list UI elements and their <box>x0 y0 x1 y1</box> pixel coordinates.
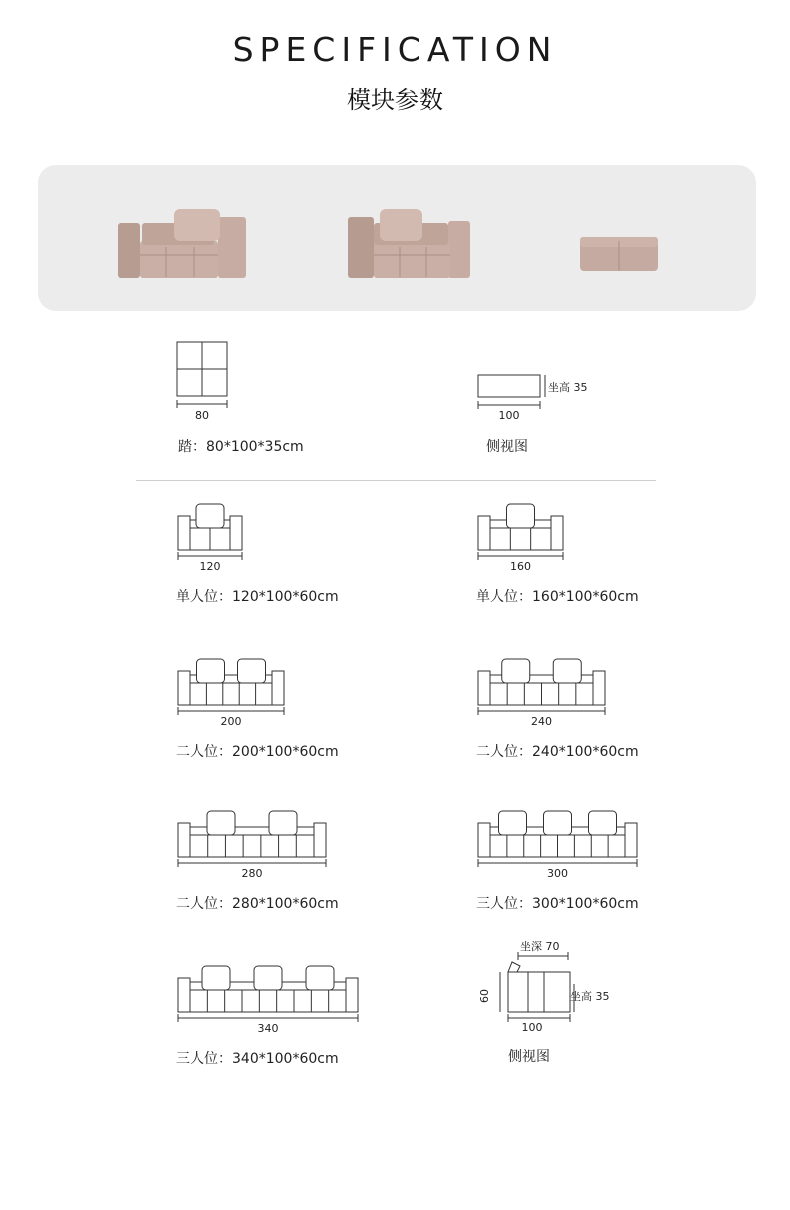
left-arm <box>178 978 190 1012</box>
seat <box>190 990 346 1012</box>
sofa-seat-height-label: 坐高 35 <box>570 990 610 1003</box>
ottoman-caption: 踏：80*100*35cm <box>178 439 304 455</box>
sofa-side-caption: 侧视图 <box>508 1049 550 1065</box>
ottoman-seat-height-label: 坐高 35 <box>548 381 588 394</box>
module-caption: 三人位：300*100*60cm <box>476 896 639 912</box>
module-width-label: 200 <box>220 715 242 728</box>
product-photo-panel <box>38 165 756 311</box>
module-caption: 单人位：160*100*60cm <box>476 589 639 605</box>
left-arm <box>478 516 490 550</box>
right-arm <box>272 671 284 705</box>
seat <box>490 528 551 550</box>
back-cushion <box>238 659 266 683</box>
sofa-height-label: 60 <box>478 989 491 1003</box>
module-width-label: 340 <box>257 1022 279 1035</box>
ottoman-side-view <box>470 365 610 425</box>
module-caption: 二人位：240*100*60cm <box>476 744 639 760</box>
module-width-label: 280 <box>241 867 263 880</box>
sofa-side-width-label: 100 <box>521 1021 543 1034</box>
product-photos <box>38 165 756 311</box>
right-arm <box>551 516 563 550</box>
page-subtitle: 模块参数 <box>347 86 443 114</box>
left-arm <box>178 823 190 857</box>
ottoman-side-caption: 侧视图 <box>486 439 528 455</box>
ottoman-width-label: 80 <box>195 409 209 422</box>
back-cushion <box>544 811 572 835</box>
back-cushion <box>499 811 527 835</box>
ottoman-top-view <box>170 340 240 422</box>
back-cushion <box>254 966 282 990</box>
left-arm <box>478 823 490 857</box>
left-arm <box>178 671 190 705</box>
back-cushion <box>553 659 581 683</box>
back-cushion <box>269 811 297 835</box>
module-width-label: 300 <box>547 867 568 880</box>
back-cushion <box>589 811 617 835</box>
module-caption: 二人位：200*100*60cm <box>176 744 339 760</box>
right-arm-module-photo <box>348 209 470 278</box>
left-arm <box>478 671 490 705</box>
right-arm <box>593 671 605 705</box>
back-cushion <box>202 966 230 990</box>
section-divider <box>136 480 656 481</box>
back-cushion <box>507 504 535 528</box>
page-title: SPECIFICATION <box>232 30 558 69</box>
module-diagram-240 <box>476 655 613 733</box>
module-diagram-340 <box>176 962 366 1040</box>
ottoman-photo <box>580 237 658 271</box>
module-caption: 三人位：340*100*60cm <box>176 1051 339 1067</box>
back-cushion <box>196 504 224 528</box>
module-width-label: 160 <box>510 560 531 573</box>
module-width-label: 120 <box>199 560 221 573</box>
module-caption: 单人位：120*100*60cm <box>176 589 339 605</box>
right-arm <box>230 516 242 550</box>
module-diagram-200 <box>176 655 292 733</box>
back-cushion <box>197 659 225 683</box>
seat <box>190 683 272 705</box>
right-arm <box>314 823 326 857</box>
back-cushion <box>306 966 334 990</box>
module-caption: 二人位：280*100*60cm <box>176 896 339 912</box>
module-diagram-280 <box>176 807 334 885</box>
module-diagram-160 <box>476 500 571 578</box>
sofa-seat-depth-label: 坐深 70 <box>520 940 560 953</box>
back-cushion <box>207 811 235 835</box>
module-diagram-120 <box>176 500 250 578</box>
ottoman-side-width-label: 100 <box>498 409 520 422</box>
right-arm <box>346 978 358 1012</box>
left-arm <box>178 516 190 550</box>
back-cushion <box>502 659 530 683</box>
sofa-side-view <box>474 934 634 1034</box>
left-arm-module-photo <box>118 209 246 278</box>
seat <box>190 835 314 857</box>
module-diagram-300 <box>476 807 645 885</box>
module-width-label: 240 <box>531 715 552 728</box>
right-arm <box>625 823 637 857</box>
